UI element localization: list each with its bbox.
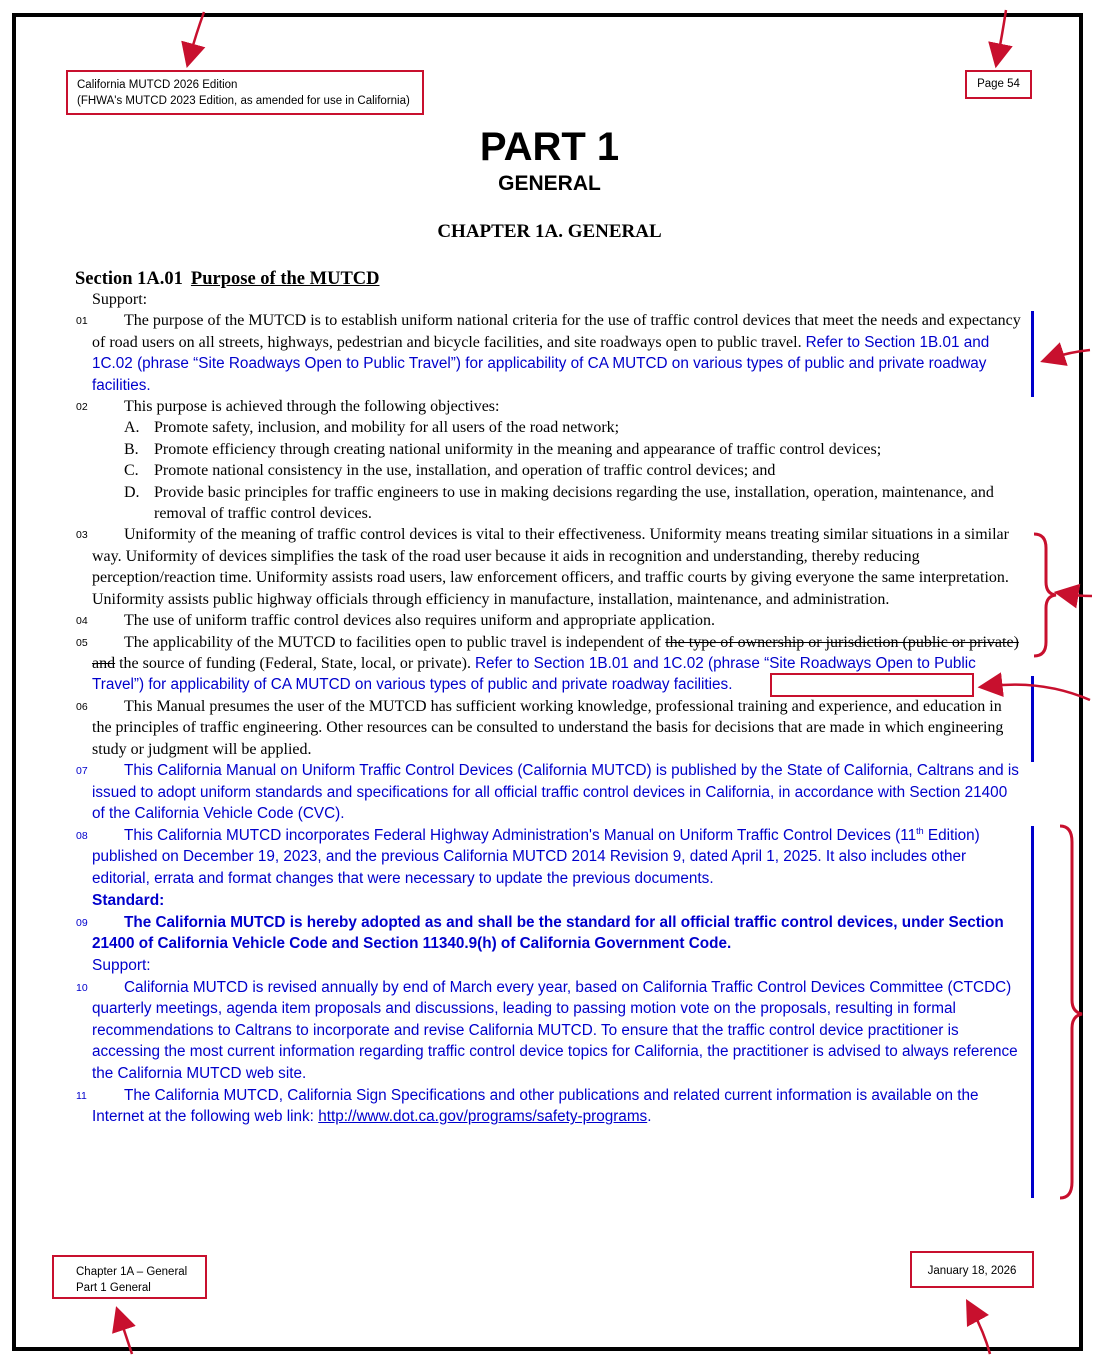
paragraph-number: 02 — [76, 401, 88, 414]
chapter-title: CHAPTER 1A. GENERAL — [437, 221, 662, 242]
section-title: Purpose of the MUTCD — [190, 269, 380, 289]
paragraph-text: This Manual presumes the user of the MUTCD has sufficient working knowledge, professional training and experience, and education in the principles of traffic engineering. Other resources can be consulted to understand the basis for decisions that are made in which engineering study or judgment will be applied. — [92, 697, 1004, 758]
paragraph-number: 04 — [76, 615, 88, 628]
paragraph-number: 10 — [76, 981, 88, 994]
arrow-icon — [1066, 594, 1092, 596]
header-edition-line2: (FHWA's MUTCD 2023 Edition, as amended for use in California) — [77, 94, 410, 107]
paragraph-text-cont: Edition) published on December 19, 2023, and the previous California MUTCD 2014 Revision 9, dated April 1, 2025. It also includes other editorial, errata and format changes that were necessary to update the previous documents. — [92, 826, 980, 887]
part-subtitle: GENERAL — [498, 172, 601, 195]
paragraph-text: Uniformity of the meaning of traffic control devices is vital to their effectiveness. Uniformity means treating similar situations in a similar way. Uniformity of devices simplifies the task of the road user because it aids in recognition and understanding, thereby reducing perception/reaction time. Uniformity assists road users, law enforcement officers, and traffic courts by giving everyone the same interpretation. Uniformity assists public highway officials through efficiency in manufacture, installation, maintenance, and administration. — [92, 526, 1009, 608]
paragraph-text: The purpose of the MUTCD is to establish uniform national criteria for the use of traffic control devices that meet the needs and expectancy of road users on all streets, highways, pedestrian and bicycle facilities, and site roadways open to public travel. — [92, 312, 1021, 351]
paragraph-number: 03 — [76, 529, 88, 542]
arrow-icon — [1052, 350, 1090, 358]
part-title: PART 1 — [479, 125, 620, 169]
header-edition-line1: California MUTCD 2026 Edition — [77, 79, 238, 91]
superscript: th — [916, 825, 924, 836]
footer-date: January 18, 2026 — [927, 1265, 1017, 1277]
standard-label: Standard: — [92, 891, 165, 909]
paragraph-number: 11 — [76, 1089, 87, 1102]
paragraph-text: The use of uniform traffic control devices also requires uniform and appropriate application. — [124, 612, 716, 630]
footer-date-box — [910, 1251, 1034, 1288]
arrow-icon — [190, 12, 204, 56]
footer-chapter-line1: Chapter 1A – General — [76, 1266, 188, 1278]
paragraph-text: This California Manual on Uniform Traffic Control Devices (California MUTCD) is published by the State of California, Caltrans and is issued to adopt uniform standards and specifications for all official traffic control devices in California, in accordance with Section 21400 of the California Vehicle Code (CVC). — [92, 761, 1019, 823]
page-number: Page 54 — [977, 78, 1020, 90]
paragraph-text: California MUTCD is revised annually by end of March every year, based on California Traffic Control Devices Committee (CTCDC) quarterly meetings, agenda item proposals and discussions, leading to passing motion vote on the proposals, resulting in formal recommendations to Caltrans to incorporate and revise California MUTCD. To ensure that the traffic control device practitioner is accessing the most current information regarding traffic control device topics for California, the practitioner is advised to always reference the California MUTCD web site. — [92, 978, 1018, 1083]
list-item: D. Provide basic principles for traffic engineers to use in making decisions regarding the use, installation, operation, maintenance, and removal of traffic control devices. — [124, 483, 994, 523]
paragraph-text: The California MUTCD is hereby adopted as and shall be the standard for all official traffic control devices, under Section 21400 of California Vehicle Code and Section 11340.9(h) of California Government Code. — [92, 913, 1004, 953]
arrow-icon — [972, 1310, 990, 1354]
paragraph-number: 09 — [76, 916, 88, 929]
support-label-2: Support: — [92, 956, 151, 974]
deleted-text: the type of ownership or jurisdiction (public or private) and — [92, 633, 1019, 672]
arrow-icon — [998, 10, 1006, 56]
paragraph-number: 01 — [76, 315, 88, 328]
paragraph-text-cont: the source of funding (Federal, State, local, or private). — [119, 654, 471, 672]
footer-chapter-line2: Part 1 General — [76, 1281, 151, 1294]
revision-note: Refer to Section 1B.01 and 1C.02 (phrase “Site Roadways Open to Public Travel”) for applicability of CA MUTCD on various types of public and private roadway facilities. — [92, 654, 976, 694]
paragraph-number: 08 — [76, 829, 88, 842]
arrow-icon — [120, 1318, 132, 1354]
paragraph-text: This purpose is achieved through the following objectives: — [124, 398, 500, 416]
section-number: Section 1A.01 — [75, 269, 183, 289]
footer-chapter-box — [52, 1255, 207, 1299]
arrow-icon — [990, 685, 1090, 700]
revision-note: Refer to Section 1B.01 and 1C.02 (phrase “Site Roadways Open to Public Travel”) for applicability of CA MUTCD on various types of public and private roadway facilities. — [92, 333, 990, 394]
paragraph-11: 11 The California MUTCD, California Sign Specifications and other publications and related current information is available on the Internet at the following web link: http://www.dot.ca.gov/programs/safety-programs. — [76, 1086, 979, 1126]
list-item: B. Promote efficiency through creating national uniformity in the meaning and appearance of traffic control devices; — [124, 440, 882, 458]
web-link[interactable]: http://www.dot.ca.gov/programs/safety-programs — [318, 1108, 648, 1126]
paragraph-number: 06 — [76, 700, 88, 713]
paragraph-text: This California MUTCD incorporates Federal Highway Administration's Manual on Uniform Traffic Control Devices (11 — [124, 826, 917, 844]
paragraph-number: 07 — [76, 764, 88, 777]
list-item: C. Promote national consistency in the use, installation, and operation of traffic control devices; and — [124, 462, 776, 480]
paragraph-number: 05 — [76, 636, 88, 649]
paragraph-text: The applicability of the MUTCD to facilities open to public travel is independent of — [124, 633, 662, 651]
support-label: Support: — [92, 291, 148, 308]
list-item: A. Promote safety, inclusion, and mobility for all users of the road network; — [124, 419, 620, 437]
paragraph-text: The California MUTCD, California Sign Specifications and other publications and related current information is available on the Internet at the following web link: — [92, 1086, 979, 1126]
